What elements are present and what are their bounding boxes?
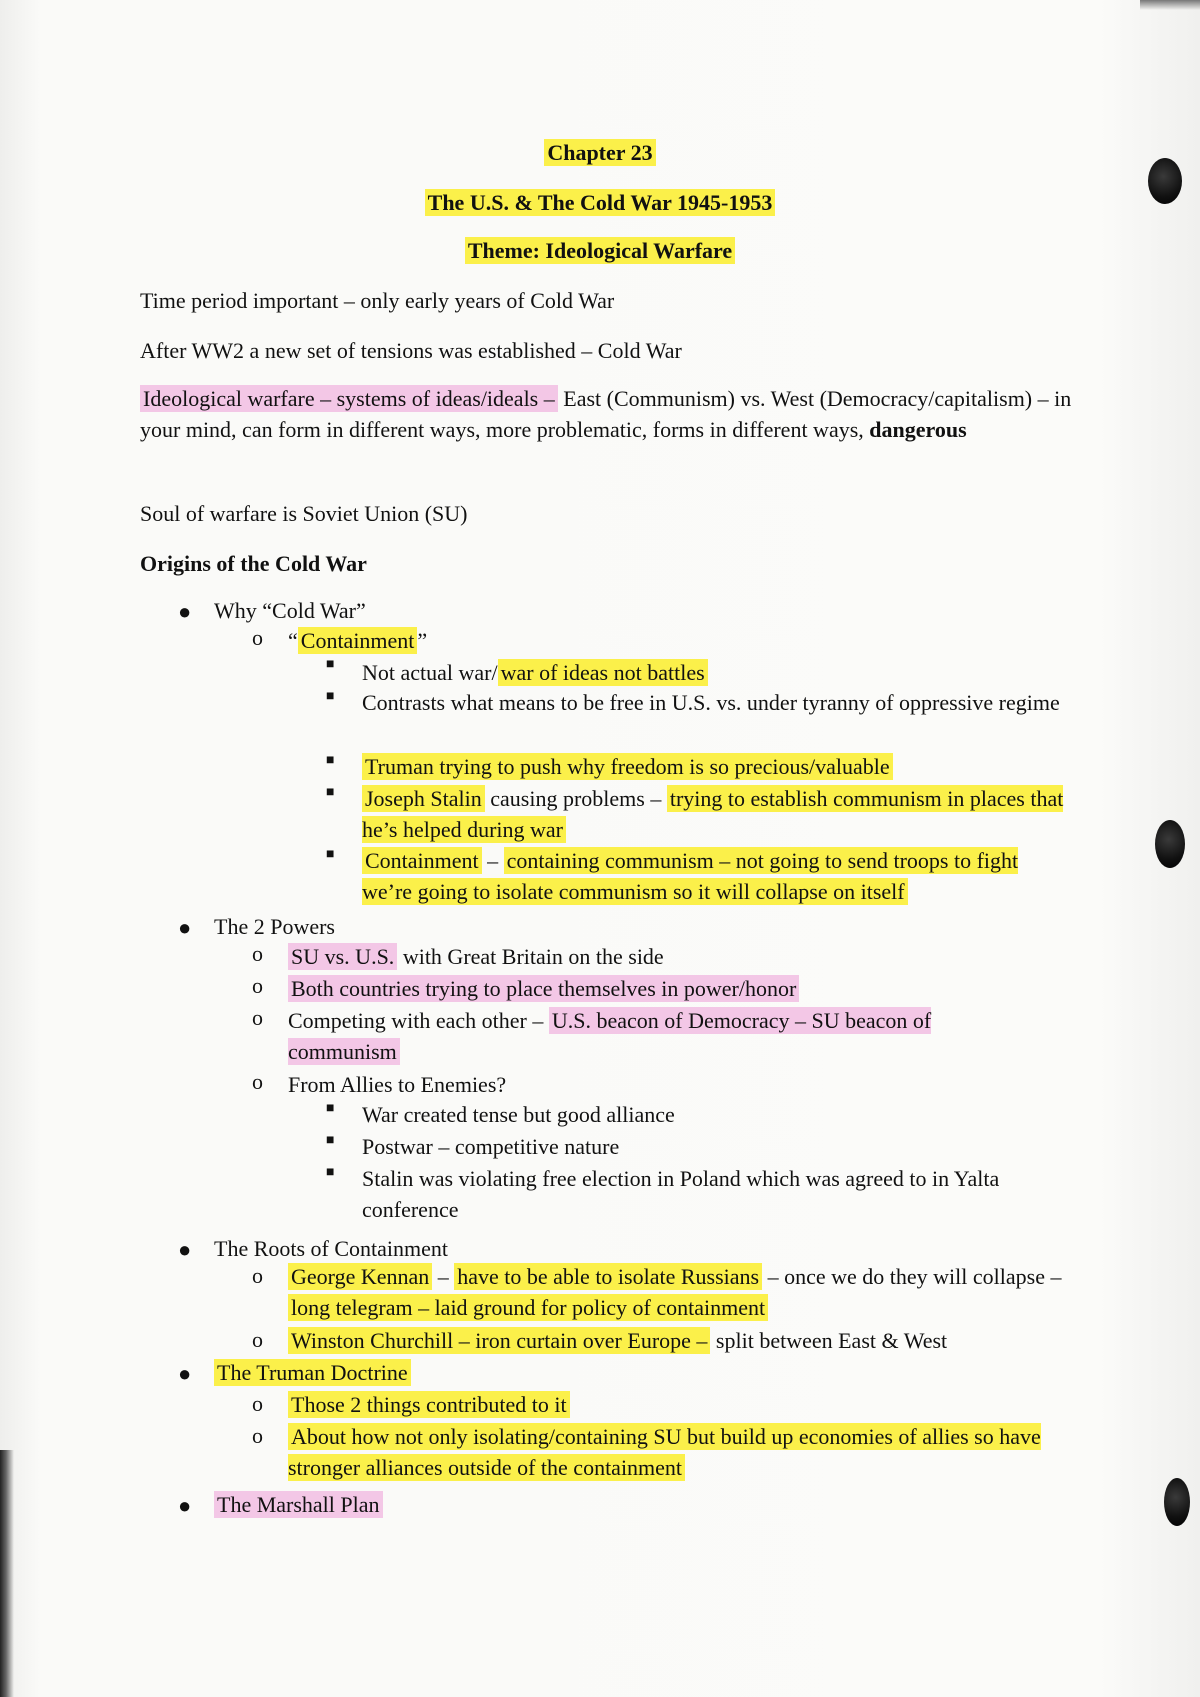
theme-text: Theme: Ideological Warfare	[465, 237, 735, 264]
p3-bold-word: dangerous	[869, 417, 967, 442]
bullet-square-icon: ■	[326, 689, 335, 704]
theme-heading	[0, 238, 1200, 264]
list-item-containment: “ Containment ”	[288, 628, 428, 653]
intro-paragraph-1: Time period important – only early years of Cold War	[140, 288, 615, 313]
bullet-square-icon: ■	[326, 847, 335, 862]
bullet-circle-icon: o	[252, 1005, 263, 1030]
highlight-ideological-warfare: Ideological warfare – systems of ideas/ideals –	[140, 385, 558, 412]
list-item-two-powers: The 2 Powers	[214, 914, 335, 939]
bullet-dot-icon: ●	[178, 1361, 192, 1386]
list-item-postwar: Postwar – competitive nature	[362, 1134, 620, 1159]
list-item-truman-doctrine: The Truman Doctrine	[214, 1357, 411, 1388]
list-item-george-kennan: George Kennan – have to be able to isolate Russians – once we do they will collapse – long telegram – laid ground for policy of containment	[288, 1261, 1078, 1323]
list-item-why-cold-war: Why “Cold War”	[214, 598, 366, 623]
bullet-square-icon: ■	[326, 657, 335, 672]
list-item-poland: Stalin was violating free election in Poland which was agreed to in Yalta conference	[362, 1166, 1000, 1222]
bullet-circle-icon: o	[252, 625, 263, 650]
document-title	[0, 190, 1200, 216]
bullet-square-icon: ■	[326, 1101, 335, 1116]
bullet-circle-icon: o	[252, 973, 263, 998]
page-edge-shadow	[0, 1450, 14, 1697]
binder-hole-middle	[1155, 820, 1185, 868]
page-corner-shadow	[1140, 0, 1200, 10]
list-item-not-actual-war: Not actual war/ war of ideas not battles	[362, 657, 1072, 688]
bullet-dot-icon: ●	[178, 599, 192, 624]
bullet-circle-icon: o	[252, 1327, 263, 1352]
bullet-square-icon: ■	[326, 785, 335, 800]
list-item-two-things: Those 2 things contributed to it	[288, 1389, 1078, 1420]
p3-text: East (Communism) vs. West (Democracy/capitalism) – in your mind, can form in different ways, more problematic, forms in different ways,	[140, 386, 1072, 442]
bullet-square-icon: ■	[326, 1133, 335, 1148]
list-item-build-economies: About how not only isolating/containing SU but build up economies of allies so have stronger alliances outside of the containment	[288, 1424, 1041, 1480]
list-item-marshall-plan: The Marshall Plan	[214, 1489, 383, 1520]
list-item-su-vs-us: SU vs. U.S. with Great Britain on the side	[288, 941, 1078, 972]
list-item-war-alliance: War created tense but good alliance	[362, 1102, 675, 1127]
intro-paragraph-2: After WW2 a new set of tensions was established – Cold War	[140, 338, 682, 363]
chapter-heading	[0, 140, 1200, 166]
list-item-winston-churchill: Winston Churchill – iron curtain over Europe – split between East & West	[288, 1325, 1078, 1356]
bullet-circle-icon: o	[252, 1069, 263, 1094]
chapter-number: Chapter 23	[544, 139, 655, 166]
bullet-circle-icon: o	[252, 1263, 263, 1288]
section-heading: Origins of the Cold War	[140, 551, 367, 576]
intro-paragraph-3	[140, 383, 1080, 445]
list-item-competing: Competing with each other – U.S. beacon of Democracy – SU beacon of communism	[288, 1008, 932, 1064]
list-item-contrasts: Contrasts what means to be free in U.S. vs. under tyranny of oppressive regime	[362, 690, 1060, 715]
bullet-circle-icon: o	[252, 1391, 263, 1416]
list-item-allies-to-enemies: From Allies to Enemies?	[288, 1072, 507, 1097]
binder-hole-bottom	[1164, 1478, 1190, 1526]
list-item-both-countries: Both countries trying to place themselves in power/honor	[288, 973, 1078, 1004]
list-item-roots-of-containment: The Roots of Containment	[214, 1236, 449, 1261]
bullet-circle-icon: o	[252, 941, 263, 966]
bullet-square-icon: ■	[326, 753, 335, 768]
list-item-truman-freedom: Truman trying to push why freedom is so precious/valuable	[362, 751, 1072, 782]
bullet-square-icon: ■	[326, 1165, 335, 1180]
bullet-dot-icon: ●	[178, 1237, 192, 1262]
intro-paragraph-4: Soul of warfare is Soviet Union (SU)	[140, 501, 468, 526]
bullet-dot-icon: ●	[178, 915, 192, 940]
title-text: The U.S. & The Cold War 1945-1953	[425, 189, 776, 216]
bullet-circle-icon: o	[252, 1423, 263, 1448]
list-item-stalin: Joseph Stalin causing problems – trying to establish communism in places that he’s helped during war	[362, 786, 1064, 842]
bullet-dot-icon: ●	[178, 1493, 192, 1518]
list-item-containment-definition: Containment – containing communism – not going to send troops to fight we’re going to isolate communism so it will collapse on itself	[362, 848, 1019, 904]
